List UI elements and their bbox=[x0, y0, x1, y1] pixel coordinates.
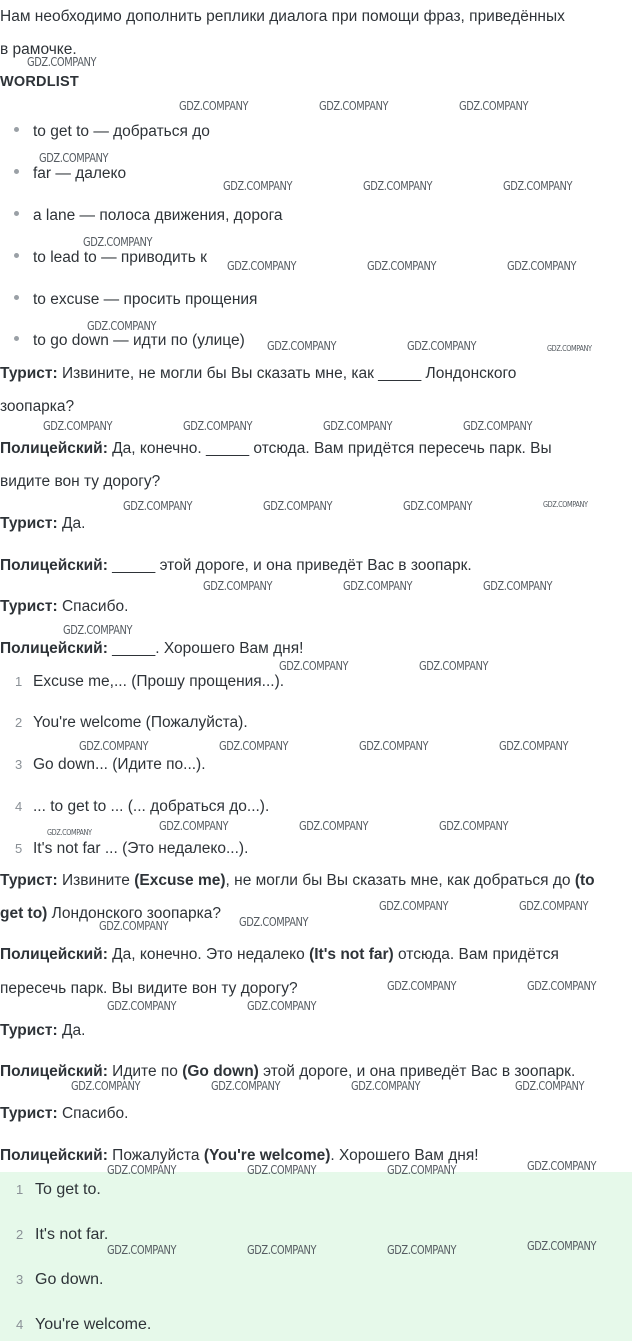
dialog-line: Полицейский: _____ этой дороге, и она приведёт Вас в зоопарк. bbox=[0, 557, 472, 574]
watermark: GDZ.COMPANY bbox=[211, 1079, 281, 1093]
watermark: GDZ.COMPANY bbox=[503, 179, 573, 193]
watermark: GDZ.COMPANY bbox=[543, 500, 588, 509]
watermark: GDZ.COMPANY bbox=[367, 259, 437, 273]
watermark: GDZ.COMPANY bbox=[507, 259, 577, 273]
watermark: GDZ.COMPANY bbox=[27, 55, 97, 69]
bullet-icon bbox=[14, 169, 19, 174]
watermark: GDZ.COMPANY bbox=[263, 499, 333, 513]
dialog-line: Турист: Извините, не могли бы Вы сказать мне, как _____ Лондонского bbox=[0, 365, 517, 382]
watermark: GDZ.COMPANY bbox=[179, 99, 249, 113]
bullet-icon bbox=[14, 295, 19, 300]
watermark: GDZ.COMPANY bbox=[363, 179, 433, 193]
watermark: GDZ.COMPANY bbox=[247, 1163, 317, 1177]
answer-line: get to) Лондонского зоопарка? bbox=[0, 905, 221, 922]
bullet-icon bbox=[14, 127, 19, 132]
watermark: GDZ.COMPANY bbox=[87, 319, 157, 333]
watermark: GDZ.COMPANY bbox=[239, 915, 309, 929]
watermark: GDZ.COMPANY bbox=[527, 979, 597, 993]
answer-line: Полицейский: Да, конечно. Это недалеко (It's not far) отсюда. Вам придётся bbox=[0, 946, 559, 963]
wordlist-item: a lane — полоса движения, дорога bbox=[14, 206, 283, 226]
watermark: GDZ.COMPANY bbox=[483, 579, 553, 593]
watermark: GDZ.COMPANY bbox=[519, 899, 589, 913]
watermark: GDZ.COMPANY bbox=[107, 1243, 177, 1257]
watermark: GDZ.COMPANY bbox=[183, 419, 253, 433]
watermark: GDZ.COMPANY bbox=[107, 1163, 177, 1177]
watermark: GDZ.COMPANY bbox=[463, 419, 533, 433]
answer-line: Турист: Да. bbox=[0, 1022, 86, 1039]
watermark: GDZ.COMPANY bbox=[223, 179, 293, 193]
watermark: GDZ.COMPANY bbox=[203, 579, 273, 593]
watermark: GDZ.COMPANY bbox=[39, 151, 109, 165]
bullet-icon bbox=[14, 253, 19, 258]
watermark: GDZ.COMPANY bbox=[351, 1079, 421, 1093]
watermark: GDZ.COMPANY bbox=[227, 259, 297, 273]
watermark: GDZ.COMPANY bbox=[439, 819, 509, 833]
watermark: GDZ.COMPANY bbox=[107, 999, 177, 1013]
watermark: GDZ.COMPANY bbox=[323, 419, 393, 433]
watermark: GDZ.COMPANY bbox=[403, 499, 473, 513]
watermark: GDZ.COMPANY bbox=[159, 819, 229, 833]
watermark: GDZ.COMPANY bbox=[387, 979, 457, 993]
dialog-line: видите вон ту дорогу? bbox=[0, 473, 161, 490]
watermark: GDZ.COMPANY bbox=[63, 623, 133, 637]
bullet-icon bbox=[14, 211, 19, 216]
bullet-icon bbox=[14, 336, 19, 341]
answer-line: Турист: Спасибо. bbox=[0, 1105, 129, 1122]
dialog-line: зоопарка? bbox=[0, 398, 75, 415]
watermark: GDZ.COMPANY bbox=[343, 579, 413, 593]
watermark: GDZ.COMPANY bbox=[47, 828, 92, 837]
watermark: GDZ.COMPANY bbox=[387, 1163, 457, 1177]
watermark: GDZ.COMPANY bbox=[247, 1243, 317, 1257]
wordlist-item: to lead to — приводить к bbox=[14, 248, 207, 268]
answer-line: Турист: Извините (Excuse me), не могли бы Вы сказать мне, как добраться до (to bbox=[0, 872, 595, 889]
watermark: GDZ.COMPANY bbox=[379, 899, 449, 913]
watermark: GDZ.COMPANY bbox=[407, 339, 477, 353]
dialog-line: Турист: Да. bbox=[0, 515, 86, 532]
dialog-line: Полицейский: Да, конечно. _____ отсюда. Вам придётся пересечь парк. Вы bbox=[0, 440, 552, 457]
dialog-line: Полицейский: _____. Хорошего Вам дня! bbox=[0, 640, 304, 657]
watermark: GDZ.COMPANY bbox=[359, 739, 429, 753]
watermark: GDZ.COMPANY bbox=[267, 339, 337, 353]
watermark: GDZ.COMPANY bbox=[299, 819, 369, 833]
watermark: GDZ.COMPANY bbox=[515, 1079, 585, 1093]
watermark: GDZ.COMPANY bbox=[387, 1243, 457, 1257]
watermark: GDZ.COMPANY bbox=[83, 235, 153, 249]
watermark: GDZ.COMPANY bbox=[499, 739, 569, 753]
watermark: GDZ.COMPANY bbox=[527, 1159, 597, 1173]
watermark: GDZ.COMPANY bbox=[279, 659, 349, 673]
answer-line: Полицейский: Пожалуйста (You're welcome). Хорошего Вам дня! bbox=[0, 1147, 479, 1164]
watermark: GDZ.COMPANY bbox=[43, 419, 113, 433]
watermark: GDZ.COMPANY bbox=[99, 919, 169, 933]
watermark: GDZ.COMPANY bbox=[79, 739, 149, 753]
wordlist-item: far — далеко bbox=[14, 164, 126, 184]
watermark: GDZ.COMPANY bbox=[247, 999, 317, 1013]
watermark: GDZ.COMPANY bbox=[547, 344, 592, 353]
watermark: GDZ.COMPANY bbox=[71, 1079, 141, 1093]
dialog-line: Турист: Спасибо. bbox=[0, 598, 129, 615]
watermark: GDZ.COMPANY bbox=[527, 1239, 597, 1253]
wordlist-title: WORDLIST bbox=[0, 74, 79, 90]
wordlist-item: to go down — идти по (улице) bbox=[14, 331, 245, 351]
answer-line: пересечь парк. Вы видите вон ту дорогу? bbox=[0, 980, 298, 997]
wordlist-item: to excuse — просить прощения bbox=[14, 290, 257, 310]
wordlist-item: to get to — добраться до bbox=[14, 122, 210, 142]
answer-line: Полицейский: Идите по (Go down) этой дороге, и она приведёт Вас в зоопарк. bbox=[0, 1063, 576, 1080]
watermark: GDZ.COMPANY bbox=[319, 99, 389, 113]
intro-text-line1: Нам необходимо дополнить реплики диалога при помощи фраз, приведённых bbox=[0, 8, 565, 25]
watermark: GDZ.COMPANY bbox=[123, 499, 193, 513]
intro-text-line2: в рамочке. bbox=[0, 41, 77, 58]
watermark: GDZ.COMPANY bbox=[459, 99, 529, 113]
watermark: GDZ.COMPANY bbox=[219, 739, 289, 753]
watermark: GDZ.COMPANY bbox=[419, 659, 489, 673]
